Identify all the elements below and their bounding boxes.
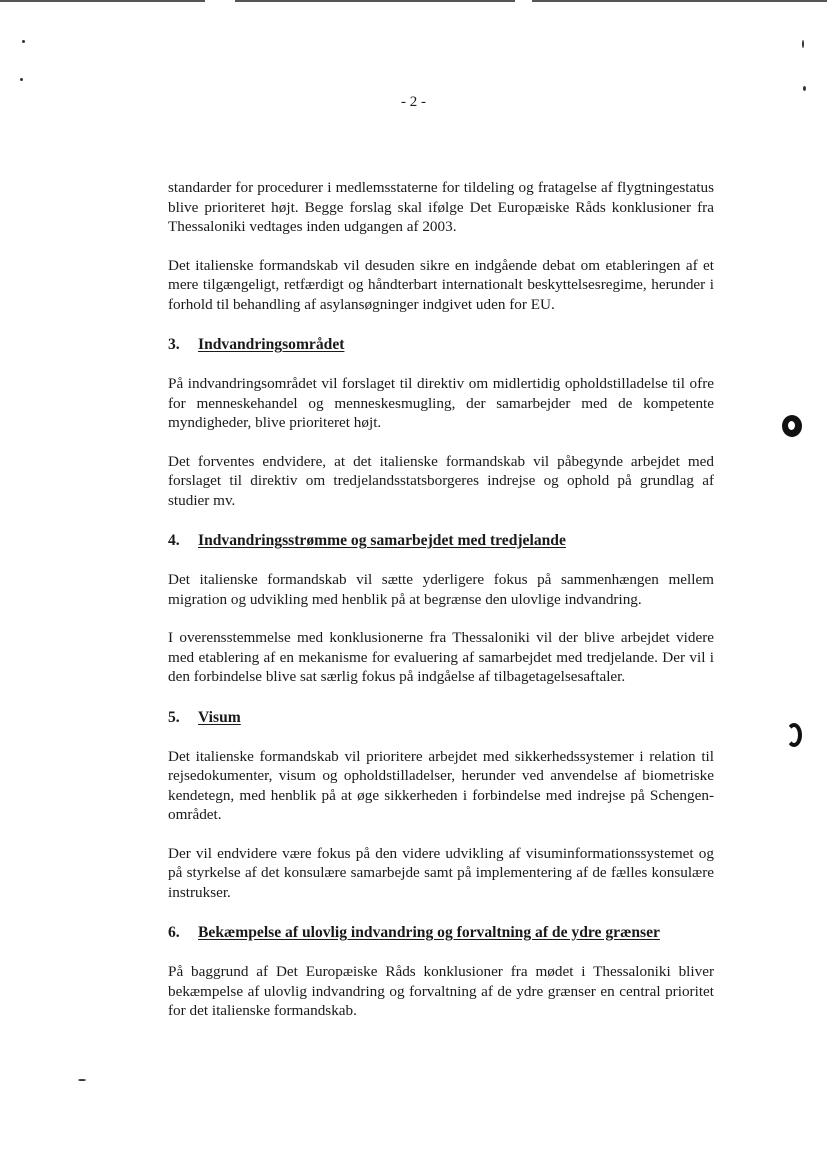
scan-edge-line <box>235 0 515 2</box>
section-number: 6. <box>168 924 180 941</box>
scan-speck <box>78 1079 86 1081</box>
section-heading <box>168 923 714 943</box>
section-heading <box>168 335 714 355</box>
section-number: 4. <box>168 532 180 549</box>
scan-speck <box>802 40 804 48</box>
section-title: Visum <box>198 708 241 726</box>
paragraph: Det italienske formandskab vil prioritere arbejdet med sikkerhedssystemer i relation til rejsedokumenter, visum og opholdstilladelser, herunder ved anvendelse af biometriske kendetegn, med henblik på at øge sikkerheden i forbindelse med indrejse på Schengen-området. <box>168 747 714 823</box>
section-heading <box>168 708 714 728</box>
paragraph: standarder for procedurer i medlemsstaterne for tildeling og fratagelse af flygtningestatus blive prioriteret højt. Begge forslag skal ifølge Det Europæiske Råds konklusioner fra Thessaloniki vedtages inden udgangen af 2003. <box>168 179 714 235</box>
scan-speck <box>803 86 806 91</box>
paragraph: Det italienske formandskab vil desuden sikre en indgående debat om etableringen af et mere tilgængeligt, retfærdigt og håndterbart internationalt beskyttelsesregime, herunder i forhold til behandling af asylansøgninger indgivet uden for EU. <box>168 256 714 313</box>
section-number: 5. <box>168 708 180 726</box>
section-number: 3. <box>168 336 180 353</box>
paragraph: På baggrund af Det Europæiske Råds konklusioner fra mødet i Thessaloniki bliver bekæmpelse af ulovlig indvandring og forvaltning af de ydre grænser en central prioritet for det italienske formandskab. <box>168 963 714 1019</box>
scan-speck <box>22 40 25 43</box>
section-heading <box>168 531 714 551</box>
page-number: - 2 - <box>401 94 426 110</box>
scan-speck <box>20 78 23 81</box>
paragraph: Det italienske formandskab vil sætte yderligere fokus på sammenhængen mellem migration og udvikling med henblik på at begrænse den ulovlige indvandring. <box>168 571 714 608</box>
document-body <box>168 178 714 1021</box>
paragraph: Det forventes endvidere, at det italienske formandskab vil påbegynde arbejdet med forslaget til direktiv om tredjelandsstatsborgeres indrejse og ophold på grundlag af studier mv. <box>168 452 714 509</box>
section-title: Indvandringsstrømme og samarbejdet med tredjelande <box>198 532 566 549</box>
paragraph: På indvandringsområdet vil forslaget til direktiv om midlertidig opholdstilladelse til ofre for menneskehandel og menneskesmugling, der samarbejder med de kompetente myndigheder, blive prioriteret højt. <box>168 375 714 431</box>
scan-edge-line <box>0 0 205 2</box>
section-title: Bekæmpelse af ulovlig indvandring og forvaltning af de ydre grænser <box>198 924 660 941</box>
section-title: Indvandringsområdet <box>198 336 345 353</box>
punch-hole-mark <box>786 723 802 747</box>
paragraph: I overensstemmelse med konklusionerne fra Thessaloniki vil der blive arbejdet videre med etablering af en mekanisme for evaluering af samarbejdet med tredjelande. Der vil i den forbindelse blive sat særlig fokus på indgåelse af tilbagetagelsesaftaler. <box>168 629 714 685</box>
paragraph: Der vil endvidere være fokus på den videre udvikling af visuminformationssystemet og på styrkelse af det konsulære samarbejde samt på implementering af de fælles konsulære instrukser. <box>168 844 714 901</box>
punch-hole-mark <box>782 415 802 437</box>
scan-edge-line <box>532 0 827 2</box>
